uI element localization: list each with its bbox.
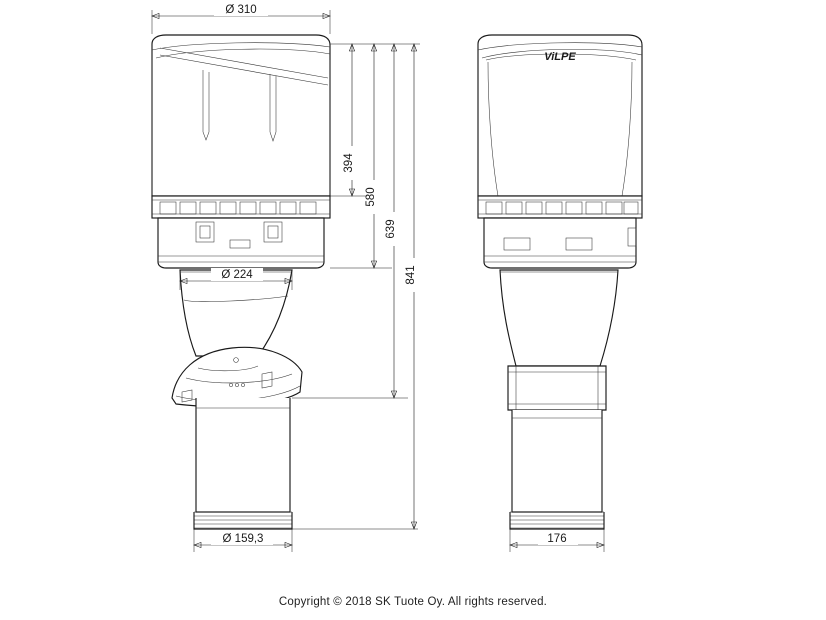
dimension-height-841 (405, 44, 421, 529)
side-view-throat (500, 270, 618, 366)
dimension-side-width-label: 176 (547, 533, 567, 545)
side-view (478, 35, 642, 529)
dimension-height-841-label: 841 (405, 265, 417, 285)
side-view-louvre-band (478, 196, 642, 218)
front-view-pipe (194, 398, 292, 529)
dimension-height-639 (385, 44, 401, 398)
copyright-notice: Copyright © 2018 SK Tuote Oy. All rights reserved. (278, 596, 548, 608)
dimension-height-580 (365, 44, 381, 268)
dimension-height-394-label: 394 (343, 153, 355, 173)
side-view-pipe (510, 410, 604, 529)
brand-logo (544, 51, 576, 63)
dimension-top-diameter (152, 3, 330, 34)
front-view-hood (140, 30, 340, 210)
dimension-mid-diameter-label: Ø 224 (221, 269, 253, 281)
front-view-collar (158, 218, 324, 268)
front-view-throat (180, 270, 292, 356)
dimension-bottom-diameter-label: Ø 159,3 (222, 533, 264, 545)
dimension-height-394 (343, 44, 359, 196)
dimension-height-580-label: 580 (365, 187, 377, 207)
side-view-collar (484, 218, 636, 268)
front-view-base-flashing (172, 347, 302, 406)
side-view-base-flashing (508, 366, 606, 410)
front-view-louvre-band (152, 196, 330, 218)
dimension-side-width (510, 529, 604, 552)
dimension-bottom-diameter (194, 529, 292, 552)
dimension-height-639-label: 639 (385, 219, 397, 239)
brand-logo-text: ViLPE (544, 51, 576, 63)
dimension-top-diameter-label: Ø 310 (225, 4, 257, 16)
